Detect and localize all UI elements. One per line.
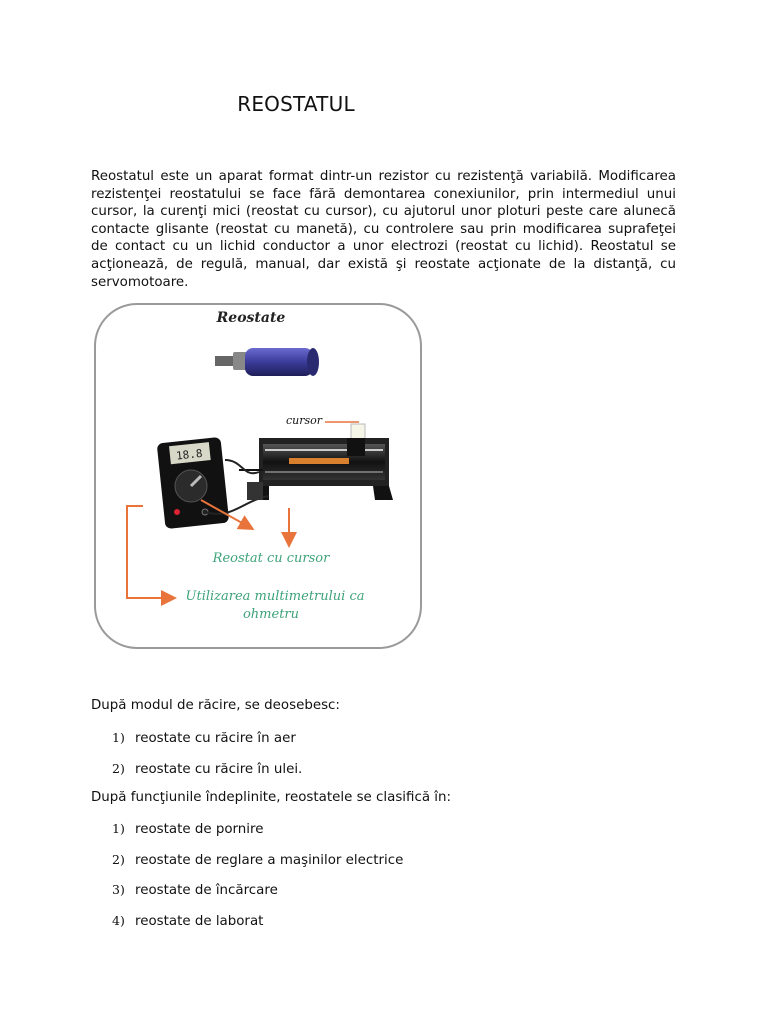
- list-text: reostate de încărcare: [135, 883, 278, 898]
- page-title: REOSTATUL: [237, 92, 355, 116]
- caption-slide-rheostat: Reostat cu cursor: [212, 551, 330, 566]
- cooling-list-item: [112, 761, 302, 777]
- cooling-heading: După modul de răcire, se deosebesc:: [91, 698, 340, 713]
- list-number: 1): [112, 730, 125, 745]
- cursor-label: cursor: [286, 414, 323, 427]
- list-number: 1): [112, 821, 125, 836]
- functions-list-item: [112, 821, 263, 837]
- functions-list-item: [112, 913, 263, 929]
- list-text: reostate cu răcire în ulei.: [135, 762, 303, 777]
- caption-multimeter-line2: ohmetru: [242, 607, 300, 622]
- rheostat-illustration: [93, 300, 425, 652]
- svg-text:18.8: 18.8: [175, 446, 204, 463]
- list-text: reostate de laborat: [135, 914, 264, 929]
- list-text: reostate de pornire: [135, 822, 264, 837]
- functions-list-item: [112, 852, 403, 868]
- list-number: 2): [112, 761, 125, 776]
- list-text: reostate cu răcire în aer: [135, 731, 296, 746]
- rheostat-figure: [93, 300, 425, 652]
- list-number: 4): [112, 913, 125, 928]
- caption-multimeter-line1: Utilizarea multimetrului ca: [185, 589, 365, 604]
- list-number: 2): [112, 852, 125, 867]
- list-number: 3): [112, 882, 125, 897]
- list-text: reostate de reglare a maşinilor electrice: [135, 853, 404, 868]
- intro-paragraph: Reostatul este un aparat format dintr-un rezistor cu rezistenţă variabilă. Modificarea rezistenţei reostatului se face fără demontarea conexiunilor, prin intermediul unui cursor, la curenţi mici (reostat cu cursor), cu ajutorul unor ploturi peste care alunecă contacte glisante (reostat cu manetă), cu controlere sau prin modificarea suprafeţei de contact cu un lichid conductor a unor electrozi (reostat cu lichid). Reostatul se acţionează, de regulă, manual, dar există şi reostate acţionate de la distanţă, cu servomotoare.: [91, 169, 676, 290]
- functions-list-item: [112, 882, 278, 898]
- functions-heading: După funcţiunile îndeplinite, reostatele se clasifică în:: [91, 790, 451, 805]
- cooling-list-item: [112, 730, 296, 746]
- figure-heading: Reostate: [216, 310, 286, 326]
